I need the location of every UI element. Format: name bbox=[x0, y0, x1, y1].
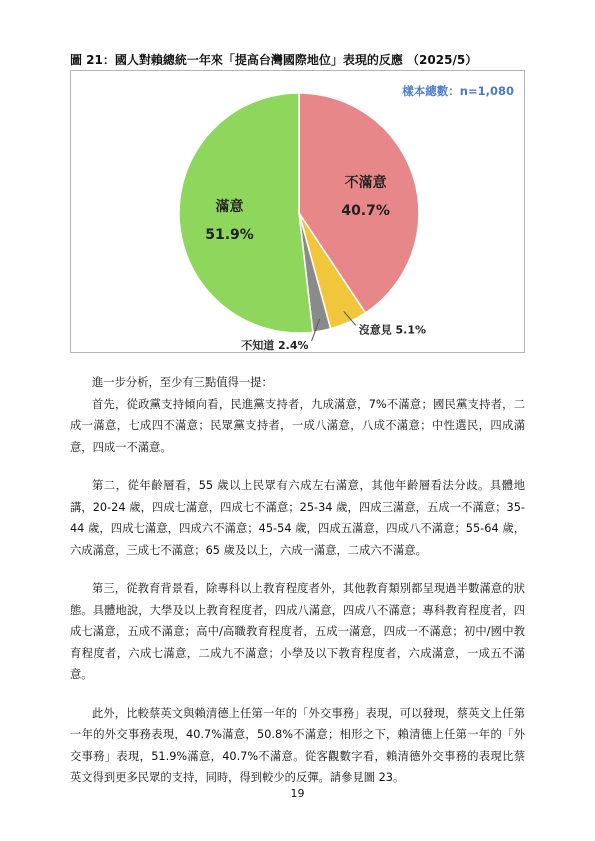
slice-callout-dont-know: 不知道 2.4% bbox=[241, 339, 309, 353]
slice-value-satisfied: 51.9% bbox=[205, 227, 254, 244]
slice-callout-no-opinion: 沒意見 5.1% bbox=[358, 323, 427, 337]
figure-caption: 圖 21：國人對賴總統一年來「提高台灣國際地位」表現的反應 （2025/5） bbox=[70, 53, 478, 67]
page-number: 19 bbox=[290, 787, 305, 800]
slice-label-satisfied: 滿意 bbox=[215, 199, 244, 216]
chart-frame bbox=[70, 70, 525, 353]
body-text bbox=[70, 372, 525, 789]
education-paragraph: 第三，從教育背景看，除專科以上教育程度者外，其他教育類別都呈現過半數滿意的狀態。具體地說，大學及以上教育程度者，四成八滿意，四成八不滿意；專科教育程度者，四成七滿意，五成不滿意；高中/高職教育程度者，五成一滿意，四成一不滿意；初中/國中教育程度者，六成七滿意，二成九不滿意；小學及以下教育程度者，六成滿意，一成五不滿意。 bbox=[70, 582, 525, 681]
intro-paragraph: 進一步分析，至少有三點值得一提： bbox=[92, 376, 273, 389]
diplomacy-paragraph: 此外，比較蔡英文與賴清德上任第一年的「外交事務」表現，可以發現，蔡英文上任第一年的外交事務表現，40.7%滿意，50.8%不滿意；相形之下，賴清德上任第一年的「外交事務」表現，51.9%滿意，40.7%不滿意。從客觀數字看，賴清德外交事務的表現比蔡英文得到更多民眾的支持，同時，得到較少的反彈。請參見圖 23。 bbox=[70, 706, 525, 784]
age-paragraph: 第二，從年齡層看，55 歲以上民眾有六成左右滿意，其他年齡層看法分歧。具體地講，20-24 歲，四成七滿意，四成七不滿意；25-34 歲，四成三滿意，五成一不滿意；35-44 歲，四成七滿意，四成六不滿意；45-54 歲，四成五滿意，四成八不滿意；55-64 歲，六成滿意，三成七不滿意；65 歲及以上，六成一滿意，二成六不滿意。 bbox=[70, 479, 525, 557]
sample-size-note: 樣本總數：n=1,080 bbox=[402, 84, 514, 98]
pie-chart bbox=[71, 71, 526, 354]
party-paragraph: 首先，從政黨支持傾向看，民進黨支持者，九成滿意，7%不滿意；國民黨支持者，二成一滿意，七成四不滿意；民眾黨支持者，一成八滿意，八成不滿意；中性選民，四成滿意，四成一不滿意。 bbox=[70, 397, 525, 454]
slice-value-dissatisfied: 40.7% bbox=[341, 202, 390, 219]
pie-slice-satisfied bbox=[179, 93, 313, 333]
slice-label-dissatisfied: 不滿意 bbox=[344, 174, 387, 191]
